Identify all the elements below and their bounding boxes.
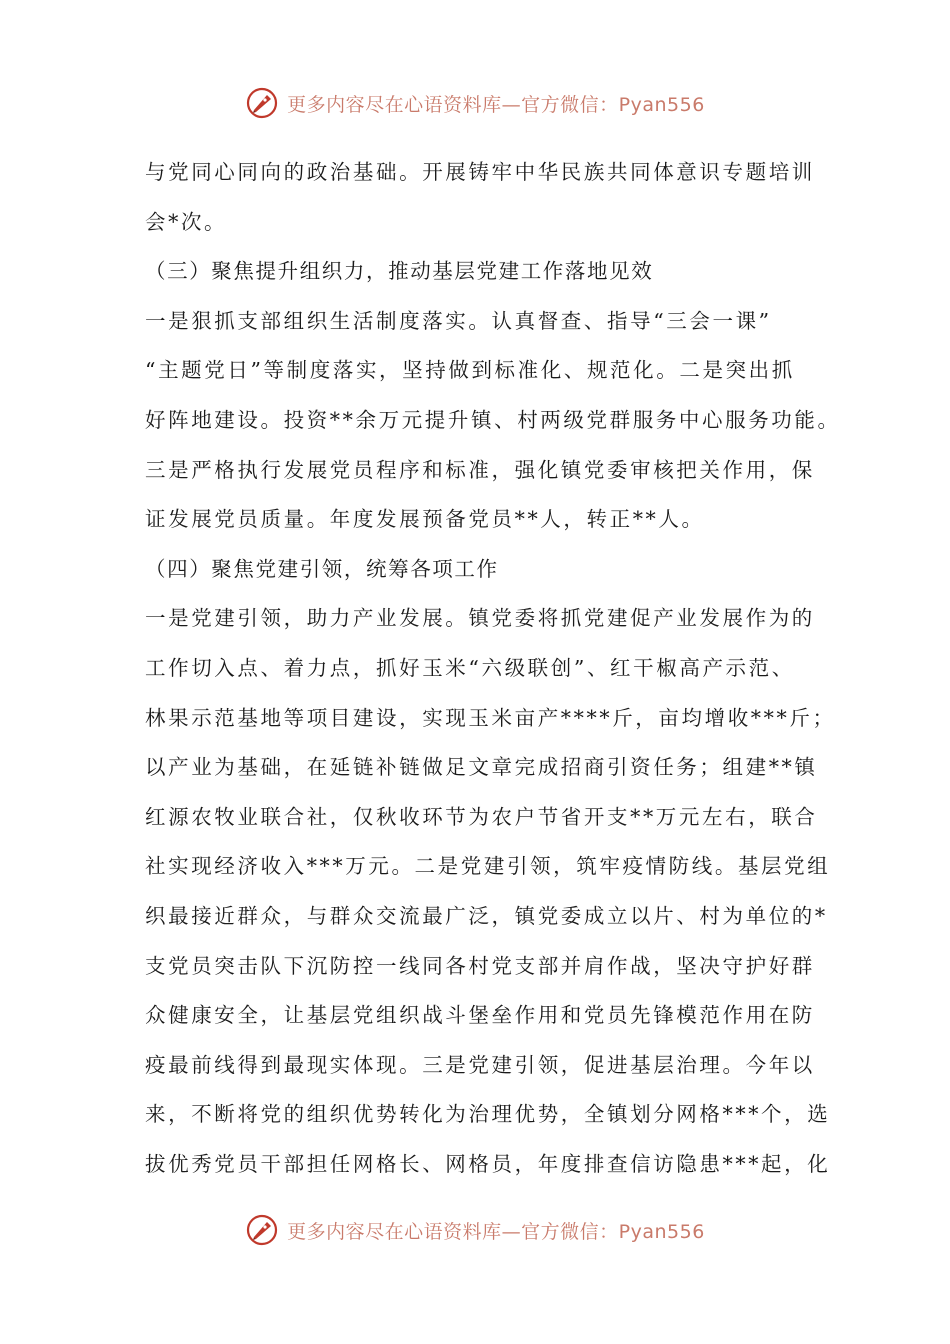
body-line: 来，不断将党的组织优势转化为治理优势，全镇划分网格***个，选 — [145, 1102, 831, 1127]
watermark-wechat-id: Pyan556 — [618, 93, 705, 116]
section-heading: （三）聚焦提升组织力，推动基层党建工作落地见效 — [145, 259, 654, 284]
document-body — [145, 148, 841, 1189]
body-line: 工作切入点、着力点，抓好玉米“六级联创”、红干椒高产示范、 — [145, 655, 795, 680]
body-line: 好阵地建设。投资**余万元提升镇、村两级党群服务中心服务功能。 — [145, 407, 841, 432]
body-line: 一是狠抓支部组织生活制度落实。认真督查、指导“三会一课” — [145, 308, 772, 333]
body-line: “主题党日”等制度落实，坚持做到标准化、规范化。二是突出抓 — [145, 358, 795, 383]
body-line: 织最接近群众，与群众交流最广泛，镇党委成立以片、村为单位的* — [145, 903, 828, 928]
body-line: 一是党建引领，助力产业发展。镇党委将抓党建促产业发展作为的 — [145, 606, 815, 631]
footer-watermark — [0, 1210, 950, 1250]
body-line: 会*次。 — [145, 209, 228, 234]
section-heading: （四）聚焦党建引领，统筹各项工作 — [145, 556, 499, 581]
body-line: 众健康安全，让基层党组织战斗堡垒作用和党员先锋模范作用在防 — [145, 1003, 815, 1028]
body-line: 与党同心同向的政治基础。开展铸牢中华民族共同体意识专题培训 — [145, 160, 815, 184]
watermark-text: 更多内容尽在心语资料库—官方微信：Pyan556 — [287, 1220, 705, 1243]
body-line: 社实现经济收入***万元。二是党建引领，筑牢疫情防线。基层党组 — [145, 854, 831, 879]
body-line: 拔优秀党员干部担任网格长、网格员，年度排查信访隐患***起，化 — [145, 1151, 831, 1176]
body-line: 林果示范基地等项目建设，实现玉米亩产****斤，亩均增收***斤； — [145, 705, 836, 730]
pen-nib-circle-icon — [245, 86, 279, 120]
pen-nib-circle-icon — [245, 1213, 279, 1247]
body-line: 以产业为基础，在延链补链做足文章完成招商引资任务；组建**镇 — [145, 755, 818, 780]
body-line: 证发展党员质量。年度发展预备党员**人，转正**人。 — [145, 507, 705, 532]
body-line: 三是严格执行发展党员程序和标准，强化镇党委审核把关作用，保 — [145, 457, 815, 482]
body-line: 疫最前线得到最现实体现。三是党建引领，促进基层治理。今年以 — [145, 1052, 815, 1077]
header-watermark — [0, 83, 950, 123]
body-line: 红源农牧业联合社，仅秋收环节为农户节省开支**万元左右，联合 — [145, 804, 818, 829]
body-line: 支党员突击队下沉防控一线同各村党支部并肩作战，坚决守护好群 — [145, 953, 815, 978]
watermark-wechat-id: Pyan556 — [618, 1220, 705, 1243]
watermark-text: 更多内容尽在心语资料库—官方微信：Pyan556 — [287, 93, 705, 116]
